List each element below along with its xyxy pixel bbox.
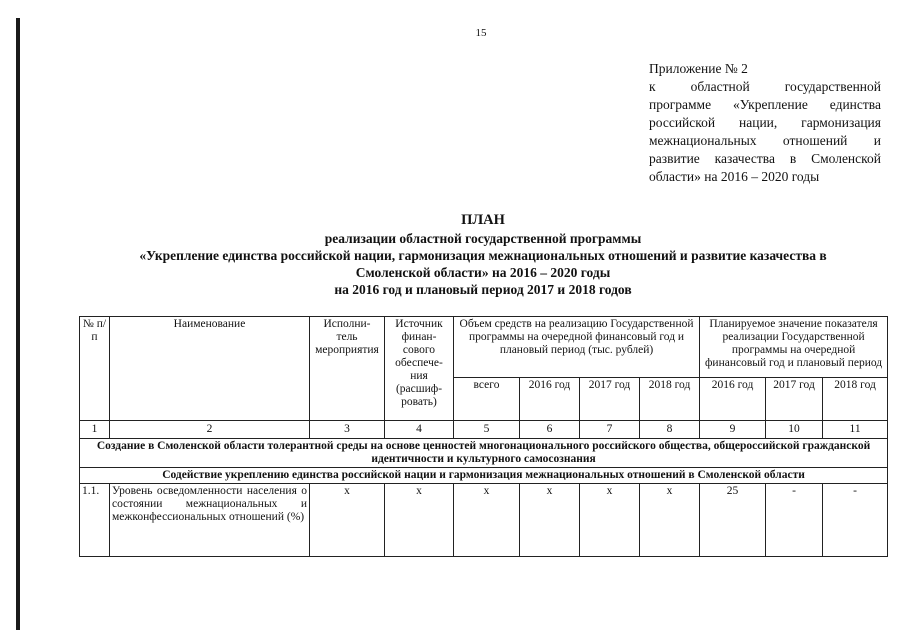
row-indicator-2018: - — [823, 484, 888, 557]
row-indicator-2016: 25 — [700, 484, 766, 557]
subheader-indicator-2017: 2017 год — [766, 378, 823, 421]
appendix-body: к областной государственной программе «Укрепление единства российской нации, гармонизация межнациональных отношений и развитие казачества в Смоленской области» на 2016 – 2020 годы — [649, 79, 881, 184]
plan-header — [80, 212, 886, 298]
plan-subtitle-line-4: на 2016 год и плановый период 2017 и 2018 годов — [334, 282, 632, 297]
subsection-title: Содействие укреплению единства российской нации и гармонизация межнациональных отношений в Смоленской области — [80, 468, 888, 484]
column-number: 7 — [580, 421, 640, 439]
row-num: 1.1. — [80, 484, 110, 557]
header-num: № п/п — [80, 317, 110, 421]
plan-subtitle-line-1: реализации областной государственной программы — [324, 231, 642, 246]
appendix-title: Приложение № 2 — [649, 61, 748, 76]
appendix-block — [649, 60, 881, 186]
table-header-row — [80, 317, 888, 378]
column-number: 4 — [385, 421, 454, 439]
subheader-funds-total: всего — [454, 378, 520, 421]
page-left-border — [16, 18, 20, 630]
plan-table — [79, 316, 888, 557]
subheader-indicator-2018: 2018 год — [823, 378, 888, 421]
column-number: 6 — [520, 421, 580, 439]
column-number-row — [80, 421, 888, 439]
column-number: 10 — [766, 421, 823, 439]
column-number: 5 — [454, 421, 520, 439]
row-source: x — [385, 484, 454, 557]
plan-subtitle-line-2: «Укрепление единства российской нации, гармонизация межнациональных отношений и развитие казачества в — [139, 248, 827, 263]
subheader-funds-2018: 2018 год — [640, 378, 700, 421]
plan-subtitle-line-3: Смоленской области» на 2016 – 2020 годы — [355, 265, 611, 280]
row-funds-total: x — [454, 484, 520, 557]
row-executor: x — [310, 484, 385, 557]
section-title: Создание в Смоленской области толерантной среды на основе ценностей многонационального российского общества, общероссийской гражданской идентичности и культурного самосознания — [80, 439, 888, 468]
row-funds-2016: x — [520, 484, 580, 557]
header-executor: Исполни- тель мероприятия — [310, 317, 385, 421]
column-number: 3 — [310, 421, 385, 439]
column-number: 9 — [700, 421, 766, 439]
subheader-funds-2017: 2017 год — [580, 378, 640, 421]
column-number: 2 — [110, 421, 310, 439]
subsection-row — [80, 468, 888, 484]
section-row — [80, 439, 888, 468]
column-number: 1 — [80, 421, 110, 439]
header-name: Наименование — [110, 317, 310, 421]
header-funds: Объем средств на реализацию Государственной программы на очередной финансовый год и плановый период (тыс. рублей) — [454, 317, 700, 378]
page-number: 15 — [475, 27, 487, 39]
header-source: Источник финан- сового обеспече- ния (расшиф- ровать) — [385, 317, 454, 421]
row-funds-2017: x — [580, 484, 640, 557]
subheader-funds-2016: 2016 год — [520, 378, 580, 421]
row-indicator-2017: - — [766, 484, 823, 557]
row-name: Уровень осведомленности населения о состоянии межнациональных и межконфессиональных отношений (%) — [110, 484, 310, 557]
table-row — [80, 484, 888, 557]
column-number: 11 — [823, 421, 888, 439]
plan-title: ПЛАН — [461, 212, 505, 228]
column-number: 8 — [640, 421, 700, 439]
subheader-indicator-2016: 2016 год — [700, 378, 766, 421]
header-indicator: Планируемое значение показателя реализации Государственной программы на очередной финансовый год и плановый период — [700, 317, 888, 378]
row-funds-2018: x — [640, 484, 700, 557]
